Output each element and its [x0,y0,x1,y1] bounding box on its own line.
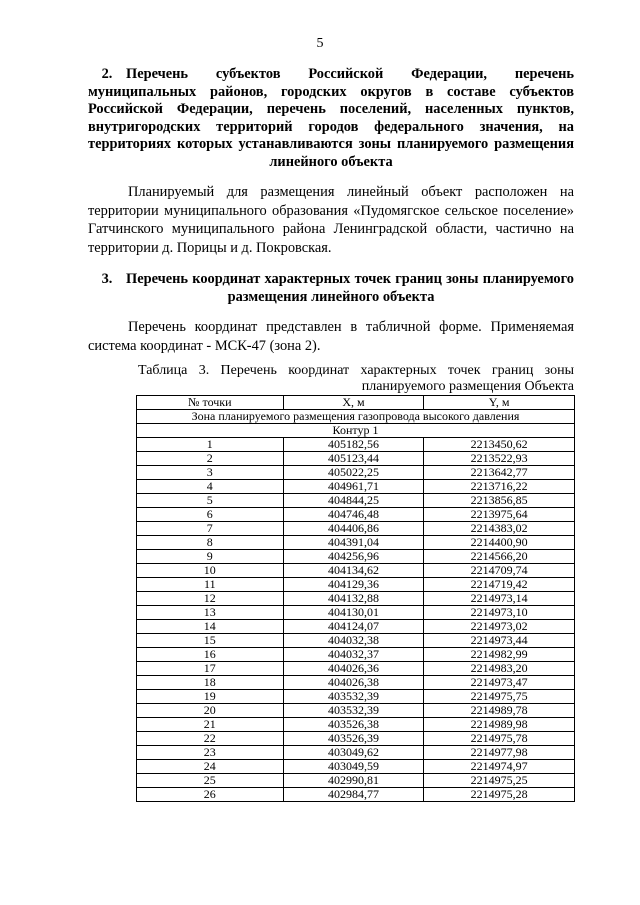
x-coordinate-cell: 404032,38 [283,634,424,648]
point-number-cell: 15 [137,634,284,648]
table-header-row [137,396,575,410]
page-number: 5 [316,36,324,51]
y-coordinate-cell: 2213856,85 [424,494,575,508]
section-2-number: 2. [101,66,113,82]
x-coordinate-cell: 404132,88 [283,592,424,606]
table-row [137,704,575,718]
y-coordinate-cell: 2213642,77 [424,466,575,480]
x-coordinate-cell: 403532,39 [283,690,424,704]
table-row [137,438,575,452]
table-row [137,676,575,690]
y-coordinate-cell: 2214975,28 [424,788,575,802]
y-coordinate-cell: 2214975,25 [424,774,575,788]
table-row [137,746,575,760]
table-row [137,564,575,578]
table-row [137,788,575,802]
section-2-heading [88,66,574,172]
section-2-title: Перечень субъектов Российской Федерации, перечень муниципальных районов, городских округов в составе субъектов Российской Федерации, перечень поселений, населенных пунктов, внутригородских территорий городов федерального значения, на территориях которых устанавливаются зоны планируемого размещения линейного объекта [88,66,574,170]
contour-title-row [137,424,575,438]
point-number-cell: 18 [137,676,284,690]
y-coordinate-cell: 2214983,20 [424,662,575,676]
point-number-cell: 16 [137,648,284,662]
point-number-cell: 20 [137,704,284,718]
section-3-paragraph: Перечень координат представлен в табличной форме. Применяемая система координат - МСК-47 (зона 2). [88,319,574,354]
point-number-cell: 2 [137,452,284,466]
section-2-paragraph: Планируемый для размещения линейный объект расположен на территории муниципального образования «Пудомягское сельское поселение» Гатчинского муниципального района Ленинградской области, частично на территории д. Порицы и д. Покровская. [88,184,574,256]
table-row [137,760,575,774]
x-coordinate-cell: 403526,39 [283,732,424,746]
x-coordinate-cell: 405182,56 [283,438,424,452]
y-coordinate-cell: 2213450,62 [424,438,575,452]
table-row [137,620,575,634]
point-number-cell: 14 [137,620,284,634]
point-number-cell: 11 [137,578,284,592]
contour-title: Контур 1 [137,424,575,438]
table-row [137,648,575,662]
coordinates-table [136,395,575,802]
x-coordinate-cell: 403049,59 [283,760,424,774]
point-number-cell: 17 [137,662,284,676]
x-coordinate-cell: 404256,96 [283,550,424,564]
y-coordinate-cell: 2214719,42 [424,578,575,592]
table-row [137,494,575,508]
point-number-cell: 23 [137,746,284,760]
y-coordinate-cell: 2214989,98 [424,718,575,732]
y-coordinate-cell: 2214989,78 [424,704,575,718]
table-row [137,718,575,732]
table-row [137,452,575,466]
y-coordinate-cell: 2214974,97 [424,760,575,774]
point-number-cell: 1 [137,438,284,452]
x-coordinate-cell: 404130,01 [283,606,424,620]
y-coordinate-cell: 2213522,93 [424,452,575,466]
point-number-cell: 26 [137,788,284,802]
y-coordinate-cell: 2214973,47 [424,676,575,690]
point-number-cell: 19 [137,690,284,704]
x-coordinate-cell: 404134,62 [283,564,424,578]
point-number-cell: 10 [137,564,284,578]
point-number-cell: 6 [137,508,284,522]
table-row [137,550,575,564]
header-point-number: № точки [137,396,284,410]
point-number-cell: 24 [137,760,284,774]
point-number-cell: 7 [137,522,284,536]
y-coordinate-cell: 2214975,78 [424,732,575,746]
table-row [137,634,575,648]
point-number-cell: 4 [137,480,284,494]
x-coordinate-cell: 404032,37 [283,648,424,662]
table-row [137,578,575,592]
point-number-cell: 9 [137,550,284,564]
x-coordinate-cell: 404026,36 [283,662,424,676]
y-coordinate-cell: 2213975,64 [424,508,575,522]
y-coordinate-cell: 2214973,14 [424,592,575,606]
section-3-number: 3. [101,271,113,287]
x-coordinate-cell: 404746,48 [283,508,424,522]
table-row [137,480,575,494]
table-row [137,690,575,704]
header-x: X, м [283,396,424,410]
zone-title-row [137,410,575,424]
table-row [137,466,575,480]
x-coordinate-cell: 404961,71 [283,480,424,494]
y-coordinate-cell: 2214566,20 [424,550,575,564]
point-number-cell: 13 [137,606,284,620]
x-coordinate-cell: 404124,07 [283,620,424,634]
y-coordinate-cell: 2214973,02 [424,620,575,634]
y-coordinate-cell: 2214975,75 [424,690,575,704]
table-row [137,522,575,536]
point-number-cell: 12 [137,592,284,606]
table-row [137,732,575,746]
table-caption: Таблица 3. Перечень координат характерных точек границ зоны планируемого размещения Объекта [138,363,574,394]
section-3-heading [88,271,574,306]
table-row [137,536,575,550]
y-coordinate-cell: 2214982,99 [424,648,575,662]
y-coordinate-cell: 2214400,90 [424,536,575,550]
table-row [137,606,575,620]
x-coordinate-cell: 404406,86 [283,522,424,536]
y-coordinate-cell: 2214709,74 [424,564,575,578]
x-coordinate-cell: 404129,36 [283,578,424,592]
y-coordinate-cell: 2214973,10 [424,606,575,620]
point-number-cell: 25 [137,774,284,788]
point-number-cell: 22 [137,732,284,746]
y-coordinate-cell: 2214977,98 [424,746,575,760]
y-coordinate-cell: 2214383,02 [424,522,575,536]
header-y: Y, м [424,396,575,410]
point-number-cell: 5 [137,494,284,508]
x-coordinate-cell: 405123,44 [283,452,424,466]
x-coordinate-cell: 402990,81 [283,774,424,788]
zone-title: Зона планируемого размещения газопровода высокого давления [137,410,575,424]
x-coordinate-cell: 403526,38 [283,718,424,732]
x-coordinate-cell: 405022,25 [283,466,424,480]
x-coordinate-cell: 404026,38 [283,676,424,690]
point-number-cell: 21 [137,718,284,732]
point-number-cell: 8 [137,536,284,550]
x-coordinate-cell: 404391,04 [283,536,424,550]
x-coordinate-cell: 403049,62 [283,746,424,760]
point-number-cell: 3 [137,466,284,480]
y-coordinate-cell: 2214973,44 [424,634,575,648]
y-coordinate-cell: 2213716,22 [424,480,575,494]
table-row [137,508,575,522]
table-row [137,662,575,676]
section-3-title: Перечень координат характерных точек границ зоны планируемого размещения линейного объекта [126,271,574,305]
table-row [137,774,575,788]
x-coordinate-cell: 402984,77 [283,788,424,802]
x-coordinate-cell: 404844,25 [283,494,424,508]
x-coordinate-cell: 403532,39 [283,704,424,718]
table-row [137,592,575,606]
